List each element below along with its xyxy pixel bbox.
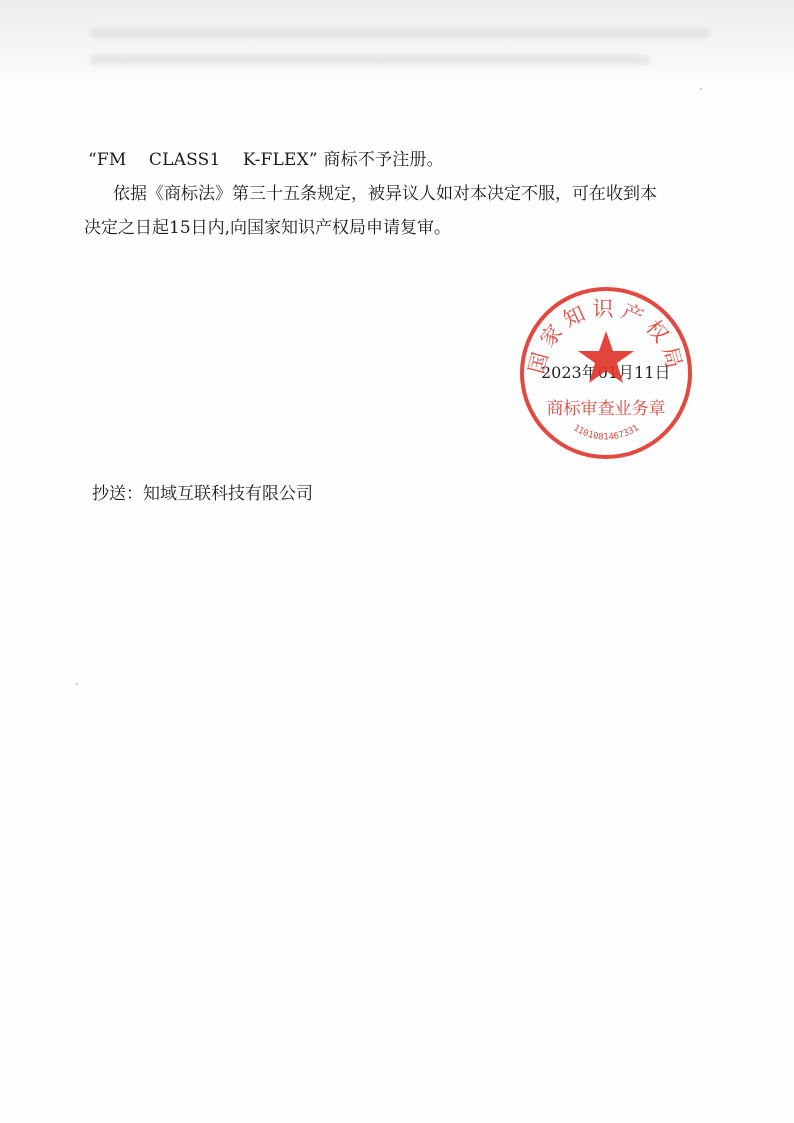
ghost-text-line xyxy=(90,55,650,65)
scan-shadow xyxy=(0,0,794,90)
seal-code: 1101081467331 xyxy=(571,423,641,443)
seal-label: 商标审查业务章 xyxy=(546,399,666,419)
decision-line-1: “FM CLASS1 K-FLEX” 商标不予注册。 xyxy=(88,150,444,170)
scan-speck xyxy=(700,88,702,90)
decision-date: 2023年01月11日 xyxy=(541,363,671,382)
decision-line-2: 依据《商标法》第三十五条规定，被异议人如对本决定不服，可在收到本 xyxy=(113,184,657,204)
ghost-text-line xyxy=(90,28,710,38)
official-seal xyxy=(516,283,696,463)
seal-arc-text: 国家知识产权局 xyxy=(524,297,688,377)
scan-speck xyxy=(76,683,78,685)
cc-line: 抄送：知域互联科技有限公司 xyxy=(92,484,313,504)
decision-line-3: 决定之日起15日内,向国家知识产权局申请复审。 xyxy=(84,218,452,238)
star-icon xyxy=(578,331,634,383)
